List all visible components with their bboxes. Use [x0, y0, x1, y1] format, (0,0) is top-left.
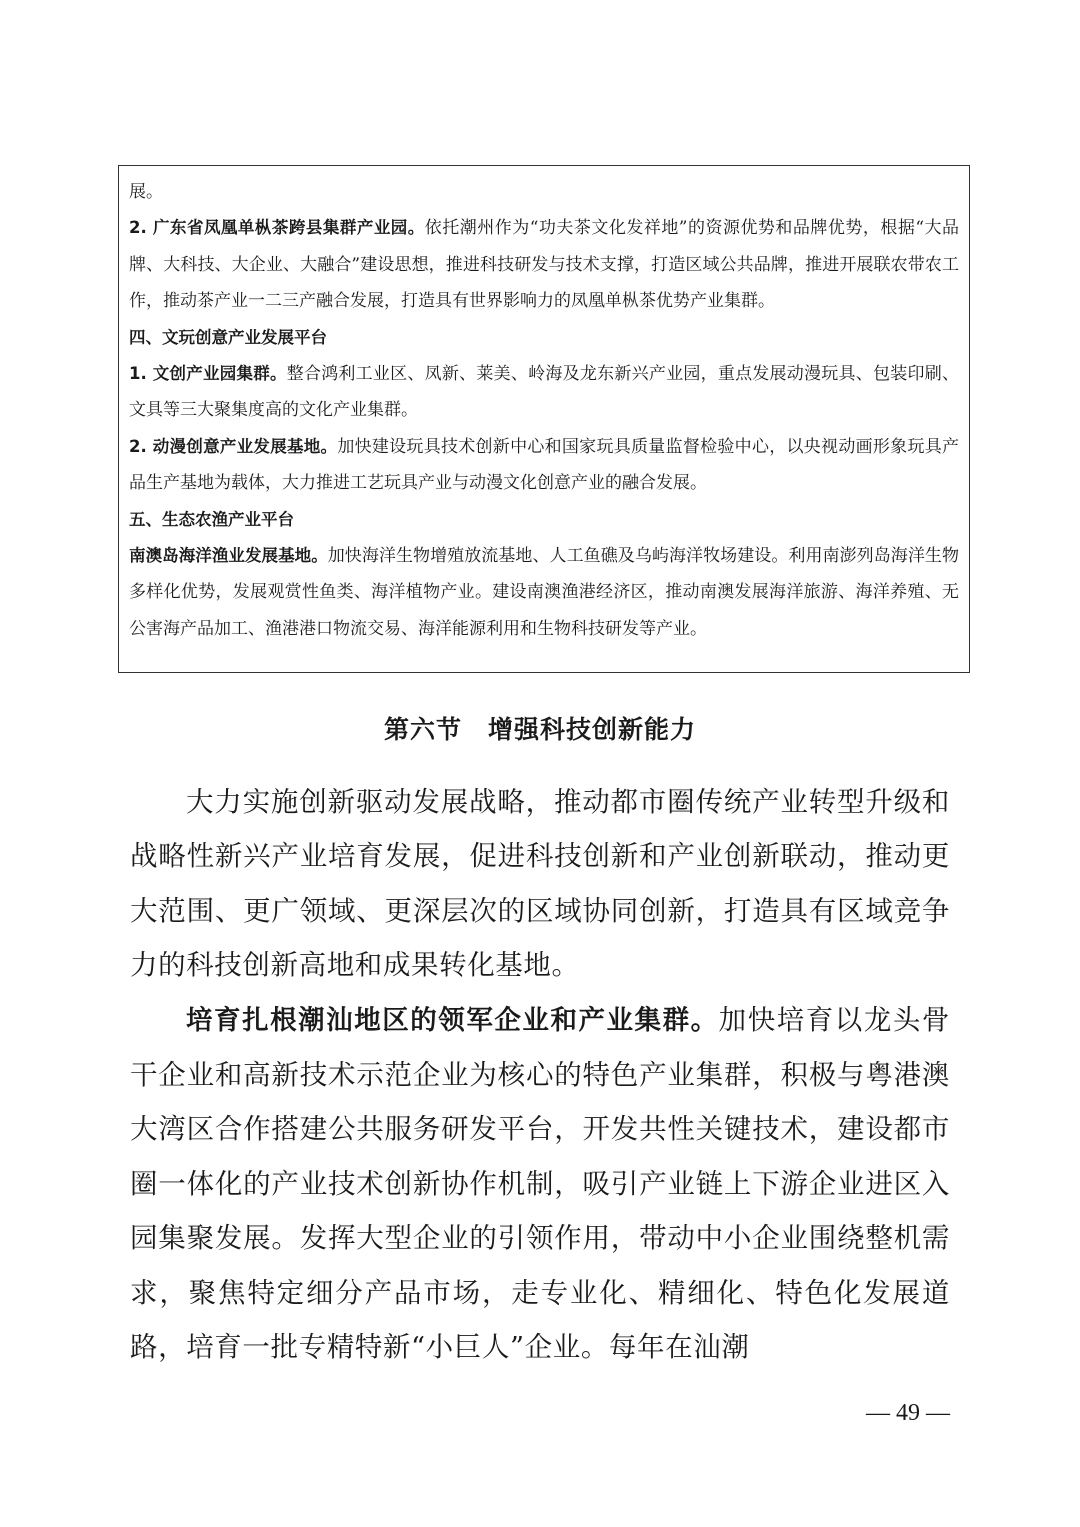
box-item-2-title: 2. 广东省凤凰单枞茶跨县集群产业园。 — [129, 218, 425, 238]
box-item-4-2 — [129, 429, 959, 502]
page-number: — 49 — — [866, 1400, 950, 1426]
box-item-4-2-text: 加快建设玩具技术创新中心和国家玩具质量监督检验中心，以央视动画形象玩具产品生产基地为载体，大力推进工艺玩具产业与动漫文化创意产业的融合发展。 — [129, 436, 959, 494]
body-text — [130, 775, 950, 1374]
box-item-4-1 — [129, 356, 959, 429]
box-item-4-1-title: 1. 文创产业园集群。 — [129, 364, 287, 384]
box-item-5-title: 南澳岛海洋渔业发展基地。 — [129, 546, 328, 566]
box-heading-5: 五、生态农渔产业平台 — [129, 509, 294, 529]
body-paragraph-1: 大力实施创新驱动发展战略，推动都市圈传统产业转型升级和战略性新兴产业培育发展，促进科技创新和产业创新联动，推动更大范围、更广领域、更深层次的区域协同创新，打造具有区域竞争力的科技创新高地和成果转化基地。 — [130, 786, 950, 982]
box-heading-4: 四、文玩创意产业发展平台 — [129, 327, 327, 347]
platform-table-box — [118, 165, 970, 673]
body-paragraph-2 — [130, 993, 950, 1375]
section-heading: 增强科技创新能力 — [488, 715, 697, 744]
section-title — [0, 710, 1080, 746]
box-item-5-text: 加快海洋生物增殖放流基地、人工鱼礁及乌屿海洋牧场建设。利用南澎列岛海洋生物多样化优势，发展观赏性鱼类、海洋植物产业。建设南澳渔港经济区，推动南澳发展海洋旅游、海洋养殖、无公害海产品加工、渔港港口物流交易、海洋能源利用和生物科技研发等产业。 — [129, 546, 959, 639]
box-item-4-2-title: 2. 动漫创意产业发展基地。 — [129, 436, 338, 456]
section-number: 第六节 — [383, 715, 462, 744]
box-item-4-1-text: 整合鸿利工业区、凤新、莱美、岭海及龙东新兴产业园，重点发展动漫玩具、包装印刷、文具等三大聚集度高的文化产业集群。 — [129, 364, 959, 421]
box-line-continuation: 展。 — [129, 182, 163, 202]
body-paragraph-2-lead: 培育扎根潮汕地区的领军企业和产业集群。 — [186, 1004, 719, 1036]
box-item-2-text: 依托潮州作为“功夫茶文化发祥地”的资源优势和品牌优势，根据“大品牌、大科技、大企业、大融合”建设思想，推进科技研发与技术支撑，打造区域公共品牌，推进开展联农带农工作，推动茶产业一二三产融合发展，打造具有世界影响力的凤凰单枞茶优势产业集群。 — [129, 218, 959, 312]
box-item-2 — [129, 210, 959, 319]
body-paragraph-2-text: 加快培育以龙头骨干企业和高新技术示范企业为核心的特色产业集群，积极与粤港澳大湾区合作搭建公共服务研发平台，开发共性关键技术，建设都市圈一体化的产业技术创新协作机制，吸引产业链上下游企业进区入园集聚发展。发挥大型企业的引领作用，带动中小企业围绕整机需求，聚焦特定细分产品市场，走专业化、精细化、特色化发展道路，培育一批专精特新“小巨人”企业。每年在汕潮 — [130, 1003, 950, 1364]
box-item-5 — [129, 538, 959, 647]
